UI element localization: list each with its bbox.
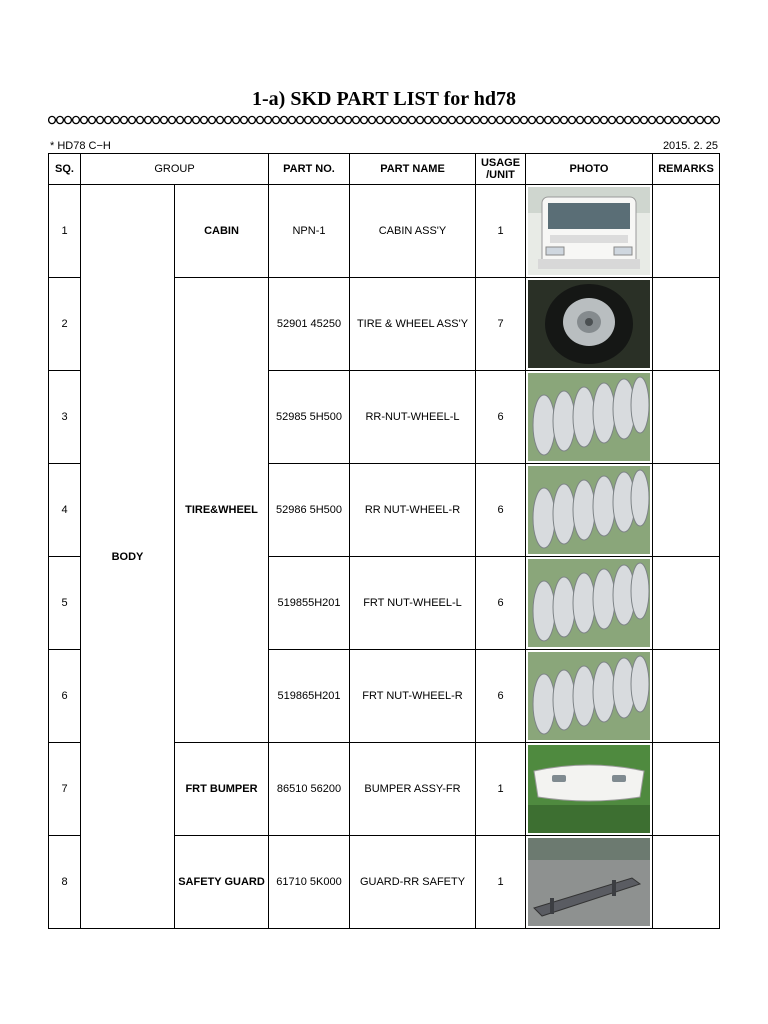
remarks-cell [653, 743, 720, 836]
header-remarks: REMARKS [653, 154, 720, 185]
photo-cell [526, 278, 653, 371]
subgroup-cell: SAFETY GUARD [175, 836, 269, 929]
subgroup-cell: FRT BUMPER [175, 743, 269, 836]
sq-cell: 8 [49, 836, 81, 929]
front-bumper-photo [528, 745, 650, 833]
part-name-cell: FRT NUT-WHEEL-R [350, 650, 476, 743]
part-no-cell: 61710 5K000 [269, 836, 350, 929]
safety-guard-photo [528, 838, 650, 926]
sq-cell: 4 [49, 464, 81, 557]
wheel-nuts-photo [528, 559, 650, 647]
photo-cell [526, 557, 653, 650]
header-group: GROUP [81, 154, 269, 185]
wheel-nuts-photo [528, 373, 650, 461]
photo-cell [526, 836, 653, 929]
tire-wheel-photo [528, 280, 650, 368]
photo-cell [526, 371, 653, 464]
subgroup-cell: CABIN [175, 185, 269, 278]
part-no-cell: 519865H201 [269, 650, 350, 743]
sq-cell: 7 [49, 743, 81, 836]
usage-cell: 1 [476, 836, 526, 929]
remarks-cell [653, 464, 720, 557]
part-name-cell: TIRE & WHEEL ASS'Y [350, 278, 476, 371]
page-title: 1-a) SKD PART LIST for hd78 [252, 88, 516, 110]
usage-cell: 1 [476, 185, 526, 278]
remarks-cell [653, 278, 720, 371]
part-no-cell: 52985 5H500 [269, 371, 350, 464]
photo-cell [526, 185, 653, 278]
photo-cell [526, 743, 653, 836]
usage-cell: 6 [476, 371, 526, 464]
remarks-cell [653, 371, 720, 464]
remarks-cell [653, 185, 720, 278]
remarks-cell [653, 650, 720, 743]
part-name-cell: GUARD-RR SAFETY [350, 836, 476, 929]
wheel-nuts-photo [528, 466, 650, 554]
part-name-cell: RR-NUT-WHEEL-L [350, 371, 476, 464]
usage-cell: 6 [476, 650, 526, 743]
header-part-no: PART NO. [269, 154, 350, 185]
part-name-cell: CABIN ASS'Y [350, 185, 476, 278]
table-row [49, 185, 720, 278]
part-no-cell: 519855H201 [269, 557, 350, 650]
chain-divider [48, 114, 720, 126]
subgroup-cell: TIRE&WHEEL [175, 278, 269, 743]
group-body-cell: BODY [81, 185, 175, 929]
truck-cabin-photo [528, 187, 650, 275]
part-name-cell: RR NUT-WHEEL-R [350, 464, 476, 557]
wheel-nuts-photo [528, 652, 650, 740]
part-name-cell: FRT NUT-WHEEL-L [350, 557, 476, 650]
usage-cell: 6 [476, 464, 526, 557]
part-no-cell: 52986 5H500 [269, 464, 350, 557]
photo-cell [526, 650, 653, 743]
parts-table [48, 153, 720, 929]
remarks-cell [653, 557, 720, 650]
part-no-cell: 52901 45250 [269, 278, 350, 371]
sq-cell: 3 [49, 371, 81, 464]
model-note: * HD78 C−H [50, 140, 111, 152]
sq-cell: 5 [49, 557, 81, 650]
usage-cell: 7 [476, 278, 526, 371]
part-no-cell: NPN-1 [269, 185, 350, 278]
header-part-name: PART NAME [350, 154, 476, 185]
part-no-cell: 86510 56200 [269, 743, 350, 836]
part-name-cell: BUMPER ASSY-FR [350, 743, 476, 836]
header-photo: PHOTO [526, 154, 653, 185]
sq-cell: 1 [49, 185, 81, 278]
sq-cell: 6 [49, 650, 81, 743]
header-sq: SQ. [49, 154, 81, 185]
sq-cell: 2 [49, 278, 81, 371]
remarks-cell [653, 836, 720, 929]
header-usage: USAGE /UNIT [476, 154, 526, 185]
document-date: 2015. 2. 25 [662, 140, 718, 152]
photo-cell [526, 464, 653, 557]
table-header-row [49, 154, 720, 185]
usage-cell: 1 [476, 743, 526, 836]
usage-cell: 6 [476, 557, 526, 650]
